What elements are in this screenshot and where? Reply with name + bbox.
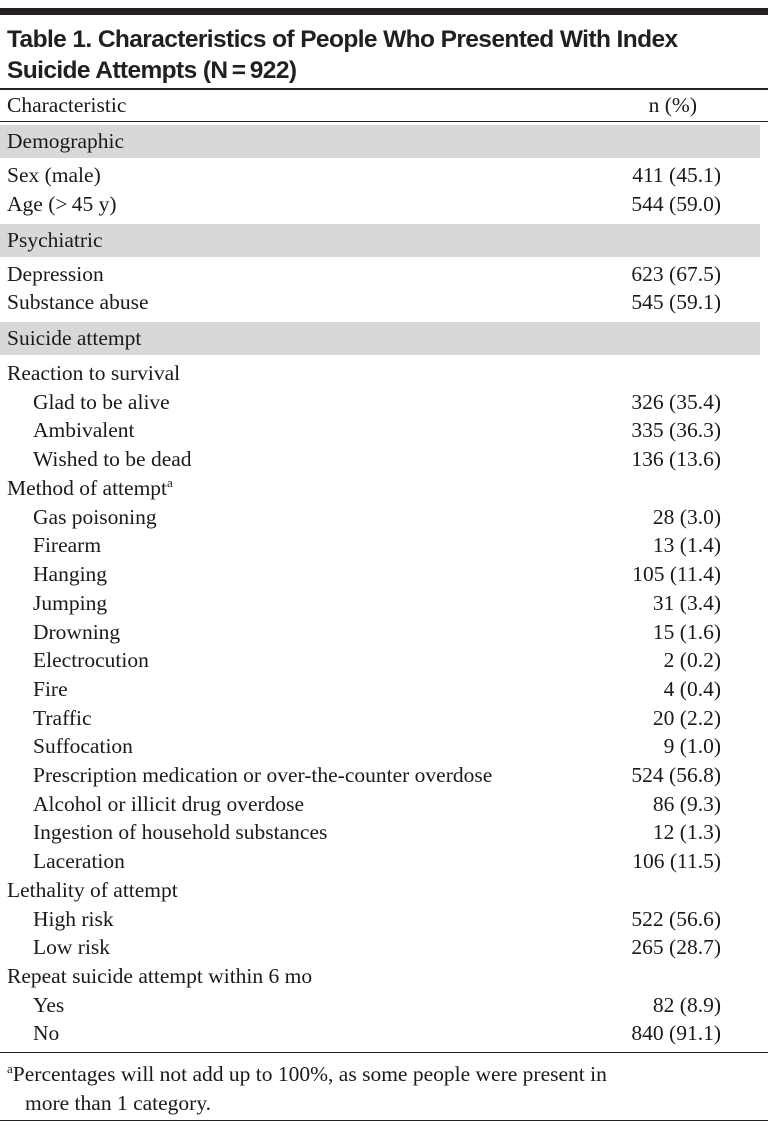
table-title-line2: Suicide Attempts (N = 922) (7, 57, 297, 84)
table-row (0, 359, 768, 388)
footnote-line1: Percentages will not add up to 100%, as some people were present in (12, 1062, 607, 1086)
row-label: Gas poisoning (33, 505, 157, 529)
row-value: 9 (1.0) (663, 734, 721, 758)
row-value: 335 (36.3) (631, 418, 721, 442)
row-value: 82 (8.9) (652, 993, 721, 1017)
row-label: Low risk (33, 935, 111, 959)
row-label: Substance abuse (7, 290, 149, 314)
footnote-bottom-rule (0, 1120, 768, 1121)
row-label-text: Method of attempt (7, 476, 168, 500)
row-label: Ambivalent (33, 418, 135, 442)
table-row (0, 288, 768, 317)
table-row (0, 618, 768, 647)
table-row (0, 646, 768, 675)
table-row (0, 503, 768, 532)
row-value: 12 (1.3) (652, 820, 721, 844)
row-label: Sex (male) (7, 163, 101, 187)
row-label: Yes (33, 993, 65, 1017)
table-row (0, 905, 768, 934)
table-row (0, 474, 768, 503)
row-label: Lethality of attempt (7, 878, 178, 902)
row-value: 411 (45.1) (632, 163, 721, 187)
row-value: 20 (2.2) (652, 706, 721, 730)
row-label (7, 474, 173, 503)
header-bottom-rule (0, 121, 768, 122)
table-row (0, 732, 768, 761)
table-row (0, 675, 768, 704)
row-label: Firearm (33, 533, 102, 557)
row-value: 31 (3.4) (652, 591, 721, 615)
table-footnote (7, 1060, 747, 1118)
row-label: High risk (33, 907, 114, 931)
table-row (0, 761, 768, 790)
table-row (0, 1019, 768, 1048)
row-value: 2 (0.2) (663, 648, 721, 672)
row-value: 840 (91.1) (631, 1021, 721, 1045)
row-label: Depression (7, 262, 104, 286)
footnote-marker: a (7, 1061, 13, 1076)
row-label: Laceration (33, 849, 125, 873)
table-row (0, 445, 768, 474)
row-label: Electrocution (33, 648, 149, 672)
row-label: Glad to be alive (33, 390, 170, 414)
footnote-line2: more than 1 category. (25, 1091, 212, 1115)
row-value: 4 (0.4) (663, 677, 721, 701)
table-row (0, 560, 768, 589)
table-row (0, 260, 768, 289)
table-row (0, 933, 768, 962)
row-value: 623 (67.5) (631, 262, 721, 286)
row-label: Repeat suicide attempt within 6 mo (7, 964, 313, 988)
row-label: Reaction to survival (7, 361, 181, 385)
column-header-n-percent: n (%) (648, 93, 697, 117)
row-label: Suffocation (33, 734, 133, 758)
section-label: Demographic (7, 129, 125, 153)
table-bottom-rule (0, 1052, 768, 1053)
row-label: Jumping (33, 591, 108, 615)
table-row (0, 161, 768, 190)
row-value: 326 (35.4) (631, 390, 721, 414)
row-value: 524 (56.8) (631, 763, 721, 787)
row-label: No (33, 1021, 60, 1045)
row-label: Age (> 45 y) (7, 192, 117, 216)
table-row (0, 416, 768, 445)
table-row (0, 704, 768, 733)
row-value: 522 (56.6) (631, 907, 721, 931)
row-value: 13 (1.4) (652, 533, 721, 557)
row-value: 28 (3.0) (652, 505, 721, 529)
row-value: 86 (9.3) (652, 792, 721, 816)
row-value: 105 (11.4) (632, 562, 721, 586)
row-label: Ingestion of household substances (33, 820, 328, 844)
table-title-line1: Table 1. Characteristics of People Who Presented With Index (7, 26, 678, 53)
section-demographic (0, 125, 760, 158)
top-rule (0, 8, 768, 15)
table-row (0, 991, 768, 1020)
row-label: Drowning (33, 620, 121, 644)
table-row (0, 531, 768, 560)
row-value: 544 (59.0) (631, 192, 721, 216)
row-value: 15 (1.6) (652, 620, 721, 644)
row-value: 265 (28.7) (631, 935, 721, 959)
row-label: Hanging (33, 562, 108, 586)
table-row (0, 962, 768, 991)
column-header-row (0, 91, 768, 120)
row-label: Traffic (33, 706, 92, 730)
table-row (0, 790, 768, 819)
table-row (0, 876, 768, 905)
table-row (0, 190, 768, 219)
section-label: Psychiatric (7, 228, 103, 252)
footnote-marker: a (167, 475, 173, 490)
section-label: Suicide attempt (7, 326, 142, 350)
table-row (0, 818, 768, 847)
table-title (7, 24, 767, 86)
table-row (0, 847, 768, 876)
row-label: Prescription medication or over-the-counter overdose (33, 763, 493, 787)
table-row (0, 589, 768, 618)
header-top-rule (0, 88, 768, 90)
row-label: Wished to be dead (33, 447, 192, 471)
row-value: 106 (11.5) (632, 849, 721, 873)
column-header-characteristic: Characteristic (7, 93, 127, 117)
table-row (0, 388, 768, 417)
row-value: 545 (59.1) (631, 290, 721, 314)
section-psychiatric (0, 224, 760, 257)
row-label: Fire (33, 677, 68, 701)
row-label: Alcohol or illicit drug overdose (33, 792, 305, 816)
row-value: 136 (13.6) (631, 447, 721, 471)
section-suicide-attempt (0, 322, 760, 355)
